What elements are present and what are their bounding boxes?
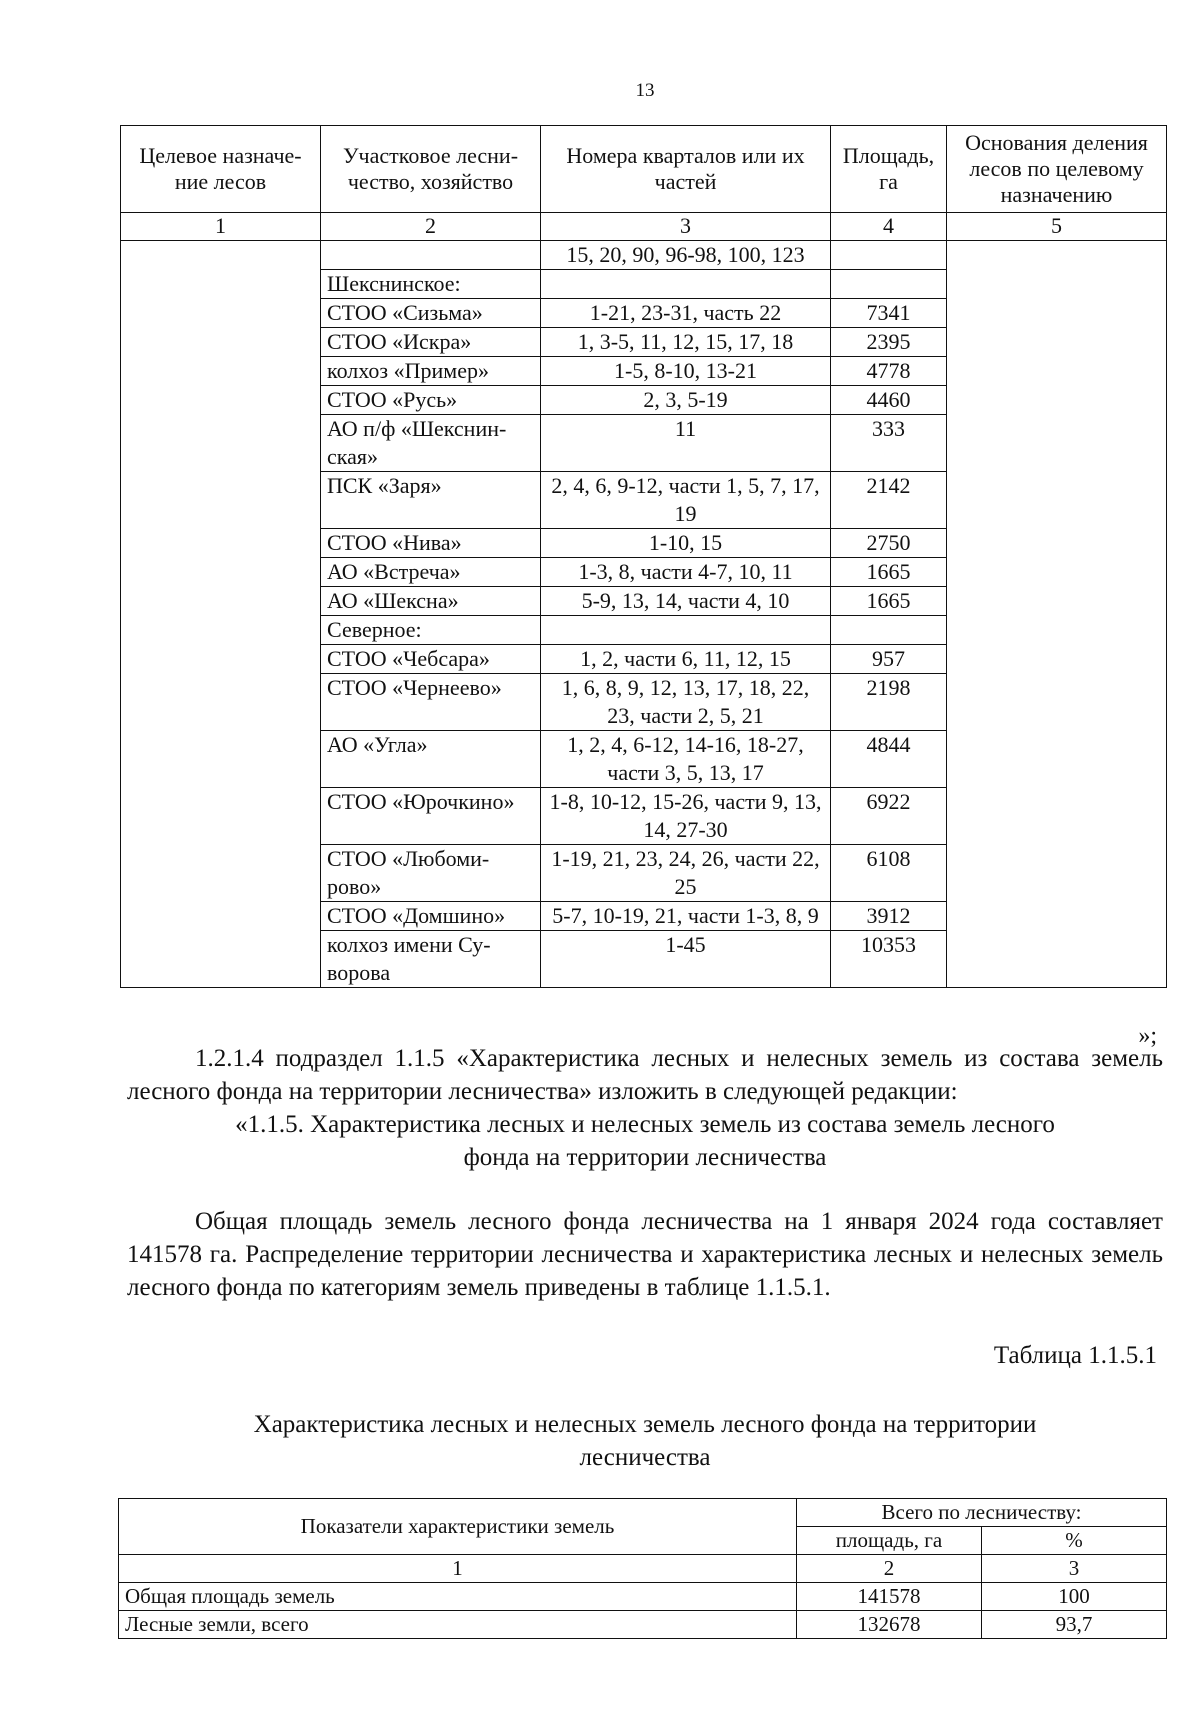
- district-cell: СТОО «Чебсара»: [321, 645, 541, 674]
- area-cell: 10353: [831, 931, 947, 988]
- table-row: [121, 241, 1167, 270]
- column-number: 4: [831, 213, 947, 241]
- area-cell: [831, 270, 947, 299]
- quarters-cell: 15, 20, 90, 96-98, 100, 123: [541, 241, 831, 270]
- district-cell: СТОО «Искра»: [321, 328, 541, 357]
- district-cell: АО «Шексна»: [321, 587, 541, 616]
- table-row: [119, 1611, 1167, 1639]
- column-number: 1: [121, 213, 321, 241]
- area-cell: 2198: [831, 674, 947, 731]
- area-cell: 3912: [831, 902, 947, 931]
- area-cell: 4778: [831, 357, 947, 386]
- column-number-row: [121, 213, 1167, 241]
- column-number: 2: [797, 1555, 982, 1583]
- quarters-cell: 2, 3, 5-19: [541, 386, 831, 415]
- district-cell: колхоз «Пример»: [321, 357, 541, 386]
- district-cell: АО «Угла»: [321, 731, 541, 788]
- district-cell: [321, 241, 541, 270]
- area-cell: 4844: [831, 731, 947, 788]
- table2-title-line-2: лесничества: [579, 1444, 711, 1471]
- quarters-cell: 1, 2, части 6, 11, 12, 15: [541, 645, 831, 674]
- district-cell: АО «Встреча»: [321, 558, 541, 587]
- district-cell: АО п/ф «Шекснин-ская»: [321, 415, 541, 472]
- quarters-cell: 1, 2, 4, 6-12, 14-16, 18-27, части 3, 5, 13, 17: [541, 731, 831, 788]
- header-basis: Основания деления лесов по целевому назначению: [947, 126, 1167, 213]
- header-purpose: Целевое назначе-ние лесов: [121, 126, 321, 213]
- quarters-cell: 1-45: [541, 931, 831, 988]
- area-cell: 1665: [831, 558, 947, 587]
- header-district: Участковое лесни-чество, хозяйство: [321, 126, 541, 213]
- land-characteristics-table: [118, 1498, 1167, 1639]
- quarters-cell: 2, 4, 6, 9-12, части 1, 5, 7, 17, 19: [541, 472, 831, 529]
- area-cell: [831, 616, 947, 645]
- district-cell: СТОО «Русь»: [321, 386, 541, 415]
- area-cell: 6108: [831, 845, 947, 902]
- quarters-cell: 5-7, 10-19, 21, части 1-3, 8, 9: [541, 902, 831, 931]
- table2-title-line-1: Характеристика лесных и нелесных земель лесного фонда на территории: [253, 1411, 1037, 1438]
- header-indicator: Показатели характеристики земель: [119, 1499, 797, 1555]
- quarters-cell: 1-19, 21, 23, 24, 26, части 22, 25: [541, 845, 831, 902]
- header-percent: %: [982, 1527, 1167, 1555]
- table-row: [119, 1583, 1167, 1611]
- district-cell: СТОО «Юрочкино»: [321, 788, 541, 845]
- purpose-cell: [121, 241, 321, 988]
- header-quarters: Номера кварталов или их частей: [541, 126, 831, 213]
- page-number: 13: [635, 80, 655, 101]
- district-cell: ПСК «Заря»: [321, 472, 541, 529]
- area-cell: 2750: [831, 529, 947, 558]
- area-cell: 7341: [831, 299, 947, 328]
- forest-purpose-table: [120, 125, 1167, 988]
- quarters-cell: 1-21, 23-31, часть 22: [541, 299, 831, 328]
- row-area: 132678: [797, 1611, 982, 1639]
- district-cell: колхоз имени Су-ворова: [321, 931, 541, 988]
- quarters-cell: 1, 6, 8, 9, 12, 13, 17, 18, 22, 23, части 2, 5, 21: [541, 674, 831, 731]
- section-heading-line-2: фонда на территории лесничества: [463, 1144, 827, 1171]
- area-cell: 2395: [831, 328, 947, 357]
- district-cell: СТОО «Нива»: [321, 529, 541, 558]
- district-cell: Северное:: [321, 616, 541, 645]
- quarters-cell: 1-8, 10-12, 15-26, части 9, 13, 14, 27-30: [541, 788, 831, 845]
- quarters-cell: [541, 616, 831, 645]
- district-cell: СТОО «Любоми-рово»: [321, 845, 541, 902]
- quarters-cell: 11: [541, 415, 831, 472]
- area-cell: [831, 241, 947, 270]
- area-cell: 957: [831, 645, 947, 674]
- column-number: 3: [541, 213, 831, 241]
- column-number: 5: [947, 213, 1167, 241]
- district-cell: СТОО «Домшино»: [321, 902, 541, 931]
- section-heading-line-1: «1.1.5. Характеристика лесных и нелесных земель из состава земель лесного: [235, 1111, 1055, 1138]
- table-label: Таблица 1.1.5.1: [993, 1342, 1157, 1369]
- closing-quote: »;: [1138, 1023, 1157, 1049]
- district-cell: СТОО «Чернеево»: [321, 674, 541, 731]
- row-area: 141578: [797, 1583, 982, 1611]
- basis-cell: [947, 241, 1167, 988]
- area-cell: 2142: [831, 472, 947, 529]
- quarters-cell: [541, 270, 831, 299]
- table-header-row: [121, 126, 1167, 213]
- column-number: 3: [982, 1555, 1167, 1583]
- area-paragraph: Общая площадь земель лесного фонда лесничества на 1 января 2024 года составляет 141578 га. Распределение территории лесничества и характеристика лесных и нелесных земель лесного фонда по категориям земель приведены в таблице 1.1.5.1.: [127, 1208, 1163, 1301]
- table2-header-row: [119, 1499, 1167, 1527]
- area-cell: 4460: [831, 386, 947, 415]
- district-cell: СТОО «Сизьма»: [321, 299, 541, 328]
- area-cell: 333: [831, 415, 947, 472]
- column-number: 2: [321, 213, 541, 241]
- table2-number-row: [119, 1555, 1167, 1583]
- quarters-cell: 1, 3-5, 11, 12, 15, 17, 18: [541, 328, 831, 357]
- quarters-cell: 1-3, 8, части 4-7, 10, 11: [541, 558, 831, 587]
- header-area: Площадь, га: [831, 126, 947, 213]
- quarters-cell: 5-9, 13, 14, части 4, 10: [541, 587, 831, 616]
- row-label: Лесные земли, всего: [119, 1611, 797, 1639]
- district-cell: Шекснинское:: [321, 270, 541, 299]
- quarters-cell: 1-5, 8-10, 13-21: [541, 357, 831, 386]
- amendment-paragraph: 1.2.1.4 подраздел 1.1.5 «Характеристика лесных и нелесных земель из состава земель лесного фонда на территории лесничества» изложить в следующей редакции:: [127, 1045, 1163, 1105]
- area-cell: 6922: [831, 788, 947, 845]
- column-number: 1: [119, 1555, 797, 1583]
- header-area-ha: площадь, га: [797, 1527, 982, 1555]
- quarters-cell: 1-10, 15: [541, 529, 831, 558]
- row-label: Общая площадь земель: [119, 1583, 797, 1611]
- row-percent: 93,7: [982, 1611, 1167, 1639]
- row-percent: 100: [982, 1583, 1167, 1611]
- header-total: Всего по лесничеству:: [797, 1499, 1167, 1527]
- area-cell: 1665: [831, 587, 947, 616]
